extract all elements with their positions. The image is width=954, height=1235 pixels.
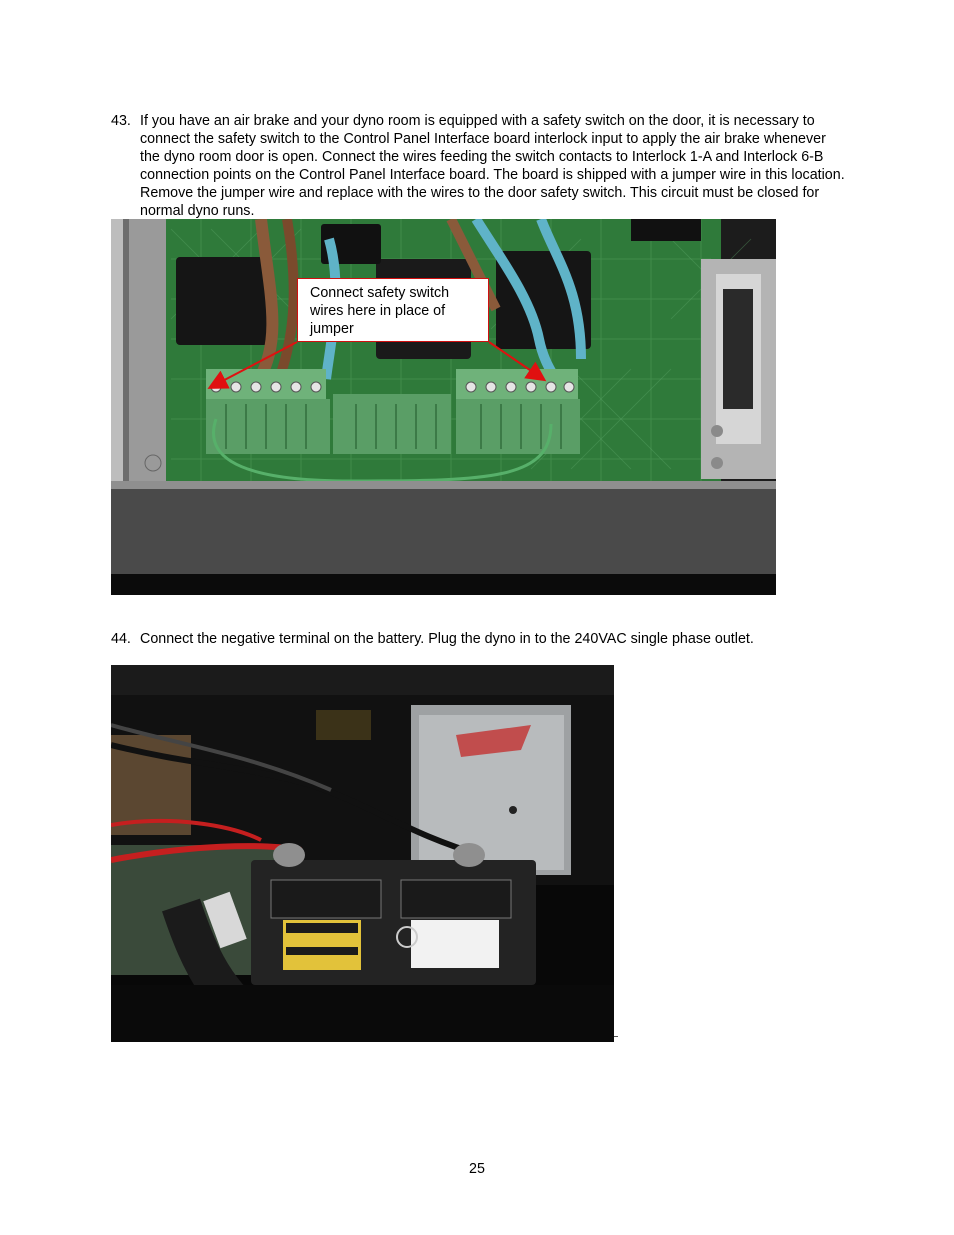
step-number: 44. xyxy=(111,631,131,647)
stray-mark xyxy=(614,1036,618,1037)
page-number: 25 xyxy=(469,1161,485,1177)
jumper-callout: Connect safety switch wires here in place of jumper xyxy=(297,278,489,342)
step-text: Connect the negative terminal on the battery. Plug the dyno in to the 240VAC single phase outlet. xyxy=(140,631,754,647)
step-43 xyxy=(111,112,851,222)
battery-photo xyxy=(111,665,614,1042)
step-number: 43. xyxy=(111,113,131,129)
control-panel-interface-board-photo xyxy=(111,219,776,595)
step-text: If you have an air brake and your dyno room is equipped with a safety switch on the door, it is necessary to connect the safety switch to the Control Panel Interface board interlock input to apply the air brake whenever the dyno room door is open. Connect the wires feeding the switch contacts to Interlock 1-A and Interlock 6-B connection points on the Control Panel Interface board. The board is shipped with a jumper wire in this location. Remove the jumper wire and replace with the wires to the door safety switch. This circuit must be closed for normal dyno runs. xyxy=(140,113,845,219)
step-44 xyxy=(111,630,851,650)
